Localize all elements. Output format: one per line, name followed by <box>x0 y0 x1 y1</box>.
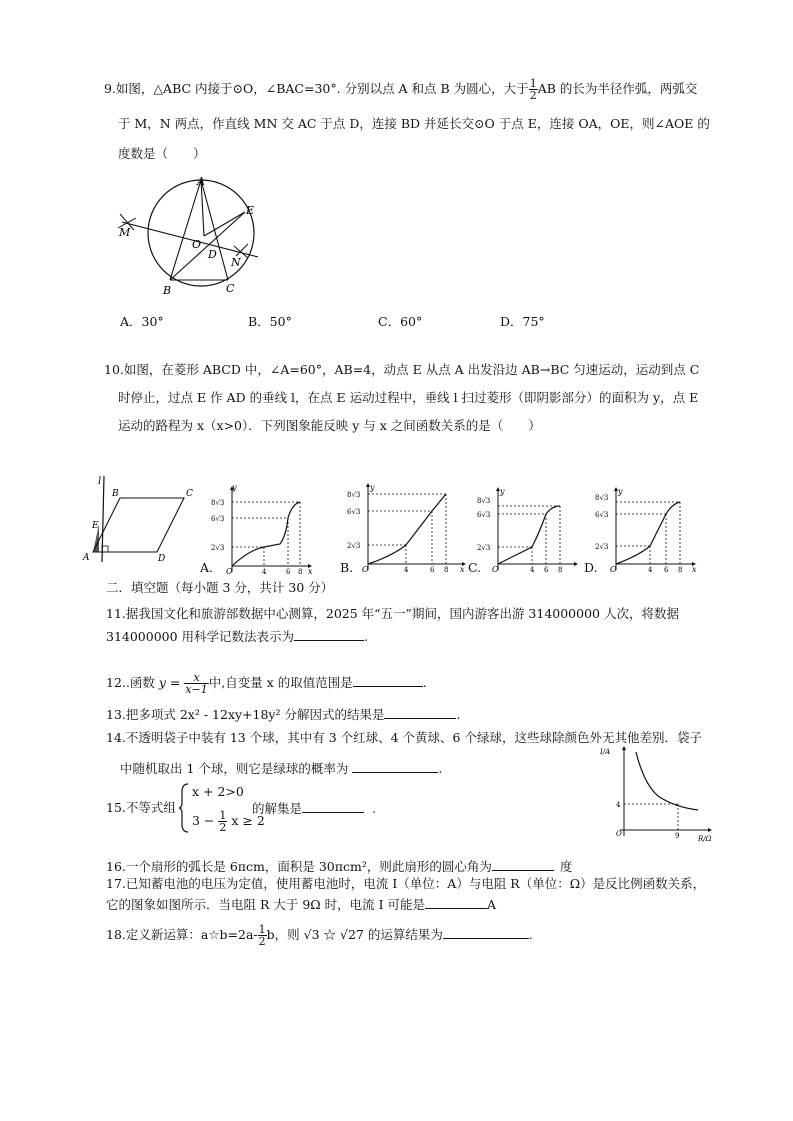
graph-d-origin: O <box>610 565 617 572</box>
q11-answer-blank[interactable] <box>294 628 364 641</box>
q10-option-d: D. <box>584 560 598 575</box>
graph-c-tick-8: 8 <box>558 566 563 572</box>
half-fraction: $\frac{1}{2}$ <box>529 77 537 102</box>
graph-b-tick-8r3: 8√3 <box>347 491 361 499</box>
label-B: B <box>112 489 119 499</box>
graph-a-curve <box>232 502 300 566</box>
q9-line3: 度数是（ ） <box>118 146 206 161</box>
graph-b-axes <box>366 483 466 570</box>
q10-line2: 时停止，过点 E 作 AD 的垂线 l，在点 E 运动过程中，垂线 l 扫过菱形（即阴影部分）的面积为 y，点 E <box>118 390 699 405</box>
q10-graph-a <box>204 484 314 574</box>
q10-option-b: B. <box>340 560 354 575</box>
graph-b-curve <box>368 494 446 564</box>
q9-option-d: D．75° <box>500 314 545 329</box>
label-A: A <box>197 175 205 188</box>
graph-c-curve <box>498 506 560 564</box>
q17-ylabel: I/A <box>600 748 611 756</box>
graph-c-ylabel: y <box>500 487 505 496</box>
graph-a-tick-8r3: 8√3 <box>211 499 225 507</box>
graph-b-xlabel: x <box>460 565 465 572</box>
q15-label: 15.不等式组 <box>106 800 176 815</box>
q17-answer-blank[interactable] <box>425 896 487 909</box>
graph-b-ylabel: y <box>370 483 375 492</box>
label-A: A <box>83 553 90 563</box>
q18-fraction: $\frac{1}{2}$ <box>258 923 266 948</box>
q10-line3: 运动的路程为 x（x>0）．下列图象能反映 y 与 x 之间函数关系的是（ ） <box>118 418 541 433</box>
q14-line2: 中随机取出 1 个球，则它是绿球的概率为 . <box>120 761 443 776</box>
q10-graph-b <box>340 482 470 572</box>
q10-line1: 10.如图，在菱形 ABCD 中，∠A=60°，AB=4，动点 E 从点 A 出发沿边 AB→BC 匀速运动，运动到点 C <box>104 362 700 377</box>
section-title: 二．填空题（每小题 3 分，共计 30 分） <box>106 580 334 595</box>
label-B: B <box>163 284 172 297</box>
graph-d-curve <box>616 502 680 564</box>
q17-xlabel: R/Ω <box>698 835 712 843</box>
graph-b-origin: O <box>362 565 369 572</box>
graph-a-tick-2r3: 2√3 <box>211 544 225 552</box>
graph-c-origin: O <box>492 565 499 572</box>
graph-c-tick-6: 6 <box>544 566 549 572</box>
graph-d-xlabel: x <box>692 565 697 572</box>
q11-line2: 314000000 用科学记数法表示为 . <box>106 629 369 644</box>
q17-tick-9: 9 <box>675 832 680 840</box>
graph-d-axes <box>614 487 696 570</box>
graph-d-ylabel: y <box>618 487 623 496</box>
label-E: E <box>246 204 255 217</box>
q17-graph <box>594 744 714 844</box>
q12-answer-blank[interactable] <box>353 674 423 687</box>
q9-option-c: C．60° <box>378 314 423 329</box>
graph-b-tick-6r3: 6√3 <box>347 508 361 516</box>
graph-a-tick-4: 4 <box>262 568 267 574</box>
label-D: D <box>158 554 166 564</box>
q9-option-a: A．30° <box>120 314 164 329</box>
q18-line: 18.定义新运算：a☆b=2a- $\frac{1}{2}$ b，则 √3 ☆ √27 的运算结果为 . <box>106 923 533 948</box>
q15-post: 的解集是 . <box>252 801 376 816</box>
graph-d-tick-6: 6 <box>664 566 669 572</box>
q15-fraction: $\frac{1}{2}$ <box>219 809 227 834</box>
q12-fraction: $\frac{x}{x-1}$ <box>185 671 208 696</box>
label-E: E <box>92 521 99 531</box>
q9-line1: 9.如图，△ABC 内接于⊙O，∠BAC=30°. 分别以点 A 和点 B 为圆心，大于 $\frac{1}{2}$ AB 的长为半径作弧，两弧交 <box>104 77 698 102</box>
label-D: D <box>208 248 217 261</box>
q15-ineq1: x + 2>0 <box>192 784 244 799</box>
graph-a-ylabel: y <box>232 484 237 492</box>
q9-line2: 于 M，N 两点，作直线 MN 交 AC 于点 D，连接 BD 并延长交⊙O 于点 E，连接 OA，OE，则∠AOE 的 <box>118 116 710 131</box>
q13-answer-blank[interactable] <box>384 706 456 719</box>
q9-option-b: B．50° <box>248 314 292 329</box>
q10-rhombus-figure <box>82 472 202 568</box>
label-O: O <box>192 238 202 251</box>
graph-a-origin: O <box>226 567 233 574</box>
q10-option-a: A. <box>200 560 214 575</box>
graph-c-tick-4: 4 <box>530 566 535 572</box>
label-l: l <box>98 476 102 487</box>
graph-d-tick-4: 4 <box>648 566 653 572</box>
graph-a-tick-6r3: 6√3 <box>211 515 225 523</box>
q17-curve <box>636 752 698 810</box>
q17-line1: 17.已知蓄电池的电压为定值，使用蓄电池时，电流 I（单位：A）与电阻 R（单位：Ω）是反比例函数关系， <box>106 876 706 891</box>
graph-a-tick-6: 6 <box>286 568 291 574</box>
label-C: C <box>226 282 235 295</box>
graph-a-xlabel: x <box>308 567 313 574</box>
q17-tick-4: 4 <box>616 801 621 809</box>
q15-brace <box>178 782 190 834</box>
q10-graph-d <box>588 486 700 572</box>
q10-graph-c <box>470 486 580 572</box>
q18-answer-blank[interactable] <box>443 926 529 939</box>
q16-line: 16.一个扇形的弧长是 6πcm，面积是 30πcm²，则此扇形的圆心角为 度 <box>106 859 573 874</box>
q17-origin: O <box>616 830 622 838</box>
q15-answer-blank[interactable] <box>302 800 364 813</box>
graph-c-tick-8r3: 8√3 <box>477 497 491 505</box>
graph-b-tick-8: 8 <box>444 566 449 572</box>
graph-b-tick-6: 6 <box>430 566 435 572</box>
graph-b-tick-4: 4 <box>404 566 409 572</box>
graph-c-axes <box>496 487 578 570</box>
label-C: C <box>186 489 193 499</box>
q9-circle-figure <box>108 172 278 302</box>
graph-d-tick-8r3: 8√3 <box>595 494 609 502</box>
label-M: M <box>119 226 131 239</box>
q13-line: 13.把多项式 2x² - 12xy+18y² 分解因式的结果是 . <box>106 707 461 722</box>
q15-ineq2: 3 − $\frac{1}{2}$ x ≥ 2 <box>192 809 265 834</box>
q17-line2: 它的图象如图所示．当电阻 R 大于 9Ω 时，电流 I 可能是 A <box>106 897 497 912</box>
graph-d-tick-2r3: 2√3 <box>595 543 609 551</box>
q11-line1: 11.据我国文化和旅游部数据中心测算，2025 年“五一”期间，国内游客出游 314000000 人次，将数据 <box>106 606 679 621</box>
graph-c-tick-2r3: 2√3 <box>477 544 491 552</box>
graph-c-tick-6r3: 6√3 <box>477 511 491 519</box>
label-N: N <box>231 256 241 269</box>
graph-b-tick-2r3: 2√3 <box>347 542 361 550</box>
q14-line1: 14.不透明袋子中装有 13 个球，其中有 3 个红球、4 个黄球、6 个绿球，这些球除颜色外无其他差别．袋子 <box>106 730 702 745</box>
graph-d-tick-6r3: 6√3 <box>595 511 609 519</box>
q14-answer-blank[interactable] <box>352 760 438 773</box>
graph-d-tick-8: 8 <box>678 566 683 572</box>
q10-option-c: C. <box>468 560 482 575</box>
q16-answer-blank[interactable] <box>492 858 554 871</box>
q12-line: 12..函数 y = $\frac{x}{x-1}$ 中,自变量 x 的取值范围是 . <box>106 671 427 696</box>
graph-a-tick-8: 8 <box>298 568 303 574</box>
